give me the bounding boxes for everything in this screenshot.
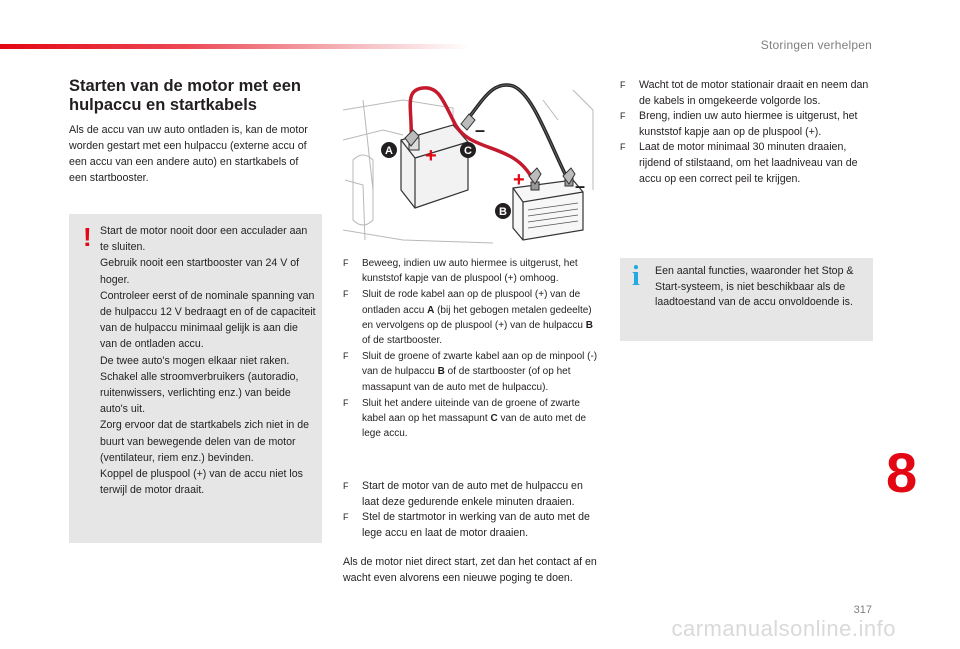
plus-sign: + (425, 145, 437, 167)
bullet-icon: F (343, 289, 349, 300)
list-item: F Laat de motor minimaal 30 minuten draaien, rijdend of stilstaand, om het laadniveau van de accu op een correct peil te krijgen. (620, 141, 858, 185)
list-item: F Sluit de rode kabel aan op de pluspool (+) van de ontladen accu A (bij het gebogen metalen gedeelte) en vervolgens op de pluspool (+) van de hulpaccu B of de startbooster. (343, 289, 593, 347)
list-item: F Breng, indien uw auto hiermee is uitgerust, het kunststof kapje aan op de pluspool (+). (620, 110, 858, 138)
list-item: F Sluit de groene of zwarte kabel aan op de minpool (-) van de hulpaccu B of de startbooster (of op het massapunt van de auto met de hulpaccu). (343, 351, 598, 393)
list-item: F Sluit het andere uiteinde van de groene of zwarte kabel aan op het massapunt C van de auto met de lege accu. (343, 397, 587, 440)
minus-sign: – (575, 176, 586, 196)
starting-steps (343, 479, 601, 541)
page-number: 317 (853, 604, 872, 616)
warning-line: Controleer eerst of de nominale spanning van de hulpaccu 12 V bedraagt en of de capaciteit van de hulpaccu minimaal gelijk is aan die van de ontladen accu. (100, 289, 316, 351)
warning-line: Start de motor nooit door een acculader aan te sluiten. (100, 225, 308, 254)
warning-line: Zorg ervoor dat de startkabels zich niet in de buurt van bewegende delen van de motor (ventilateur, riem enz.) bevinden. (100, 419, 310, 464)
warning-line: Gebruik nooit een startbooster van 24 V of hoger. (100, 257, 300, 286)
warning-icon: ! (83, 222, 92, 252)
bullet-icon: F (343, 258, 349, 268)
list-item: F Start de motor van de auto met de hulpaccu en laat deze gedurende enkele minuten draaien. (343, 480, 583, 508)
warning-text (100, 223, 316, 498)
label-b: B (499, 206, 507, 218)
bullet-icon: F (343, 481, 349, 491)
chapter-number: 8 (886, 441, 918, 504)
label-c: C (464, 145, 472, 157)
section-title: Storingen verhelpen (760, 38, 872, 52)
info-icon: i (632, 261, 640, 292)
jump-start-diagram (343, 80, 601, 246)
bullet-icon: F (343, 397, 349, 408)
page-title: Starten van de motor met een hulpaccu en startkabels (69, 77, 301, 114)
bullet-icon: F (620, 142, 626, 153)
list-item: F Wacht tot de motor stationair draait en neem dan de kabels in omgekeerde volgorde los. (620, 79, 869, 107)
warning-line: Schakel alle stroomverbruikers (autoradio, ruitenwissers, verlichting enz.) van beide auto's uit. (100, 370, 299, 416)
retry-note: Als de motor niet direct start, zet dan het contact af en wacht even alvorens een nieuwe poging te doen. (343, 556, 597, 584)
watermark: carmanualsonline.info (671, 616, 896, 641)
jump-start-illustration (343, 80, 601, 246)
list-item: F Beweeg, indien uw auto hiermee is uitgerust, het kunststof kapje van de pluspool (+) omhoog. (343, 258, 578, 285)
list-item: F Stel de startmotor in werking van de auto met de lege accu en laat de motor draaien. (343, 511, 590, 539)
warning-line: Koppel de pluspool (+) van de accu niet los terwijl de motor draait. (100, 468, 303, 497)
bullet-icon: F (620, 111, 626, 122)
label-a: A (385, 145, 393, 157)
bullet-icon: F (343, 512, 349, 522)
info-box (620, 258, 873, 341)
warning-line: De twee auto's mogen elkaar niet raken. (100, 354, 290, 367)
minus-sign: – (475, 120, 486, 140)
header-accent-bar (0, 44, 470, 49)
info-text: Een aantal functies, waaronder het Stop & Start-systeem, is niet beschikbaar als de laadtoestand van de accu onvoldoende is. (655, 265, 854, 308)
plus-sign: + (513, 169, 525, 191)
warning-box (69, 214, 322, 543)
bullet-icon: F (343, 351, 349, 362)
connection-steps (343, 256, 601, 442)
bullet-icon: F (620, 80, 626, 90)
disconnect-steps (620, 78, 874, 187)
intro-paragraph: Als de accu van uw auto ontladen is, kan de motor worden gestart met een hulpaccu (externe accu of een accu van een andere auto) en startkabels of een startbooster. (69, 124, 308, 184)
